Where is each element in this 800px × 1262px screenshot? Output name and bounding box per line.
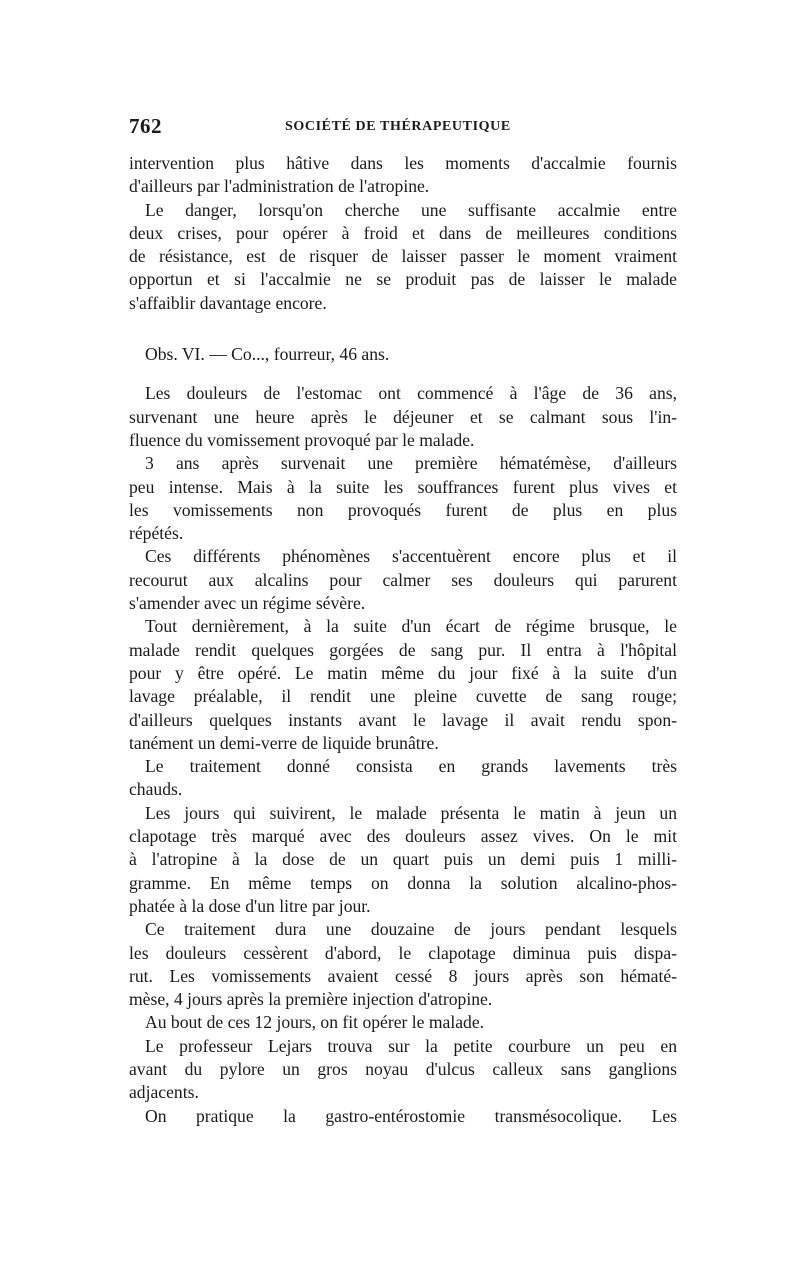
text-line: Le professeur Lejars trouva sur la petite courbure un peu en [145, 1035, 677, 1056]
text-line: opportun et si l'accalmie ne se produit pas de laisser le malade [129, 269, 677, 290]
book-page [129, 114, 677, 1128]
text-line: deux crises, pour opérer à froid et dans de meilleures conditions [129, 222, 677, 243]
running-head [129, 114, 677, 140]
paragraph-7 [129, 755, 677, 802]
text-line: pour y être opéré. Le matin même du jour fixé à la suite d'un [129, 662, 677, 683]
paragraph-8 [129, 802, 677, 918]
paragraph-6 [129, 615, 677, 755]
text-line: de résistance, est de risquer de laisser passer le moment vraiment [129, 246, 677, 267]
text-line: Au bout de ces 12 jours, on fit opérer le malade. [145, 1012, 485, 1033]
paragraph-4 [129, 452, 677, 545]
text-line: avant du pylore un gros noyau d'ulcus calleux sans ganglions [129, 1058, 677, 1079]
paragraph-5 [129, 545, 677, 615]
text-line: 3 ans après survenait une première hématémèse, d'ailleurs [145, 453, 677, 474]
paragraph-9 [129, 918, 677, 1011]
text-line: rut. Les vomissements avaient cessé 8 jours après son hématé- [129, 965, 677, 986]
text-line: Tout dernièrement, à la suite d'un écart de régime brusque, le [145, 616, 677, 637]
text-line: Ce traitement dura une douzaine de jours pendant lesquels [145, 919, 677, 940]
text-line: Les douleurs de l'estomac ont commencé à l'âge de 36 ans, [145, 383, 677, 404]
paragraph-12 [129, 1105, 677, 1128]
text-line: Les jours qui suivirent, le malade présenta le matin à jeun un [145, 802, 677, 823]
observation-heading: Obs. VI. — Co..., fourreur, 46 ans. [145, 344, 390, 365]
text-line: tanément un demi-verre de liquide brunâtre. [129, 732, 439, 753]
text-line: clapotage très marqué avec des douleurs assez vives. On le mit [129, 826, 677, 847]
text-line: les douleurs cessèrent d'abord, le clapotage diminua puis dispa- [129, 942, 677, 963]
text-line: à l'atropine à la dose de un quart puis un demi puis 1 milli- [129, 849, 677, 870]
text-line: les vomissements non provoqués furent de plus en plus [129, 499, 677, 520]
paragraph-11 [129, 1035, 677, 1105]
text-line: d'ailleurs par l'administration de l'atropine. [129, 176, 430, 197]
text-line: chauds. [129, 779, 183, 800]
paragraph-10 [129, 1011, 677, 1034]
text-line: malade rendit quelques gorgées de sang pur. Il entra à l'hôpital [129, 639, 677, 660]
text-line: Ces différents phénomènes s'accentuèrent encore plus et il [145, 546, 677, 567]
text-line: répétés. [129, 523, 184, 544]
text-line: lavage préalable, il rendit une pleine cuvette de sang rouge; [129, 686, 677, 707]
text-line: Le danger, lorsqu'on cherche une suffisante accalmie entre [145, 199, 677, 220]
text-line: s'affaiblir davantage encore. [129, 292, 327, 313]
text-line: mèse, 4 jours après la première injection d'atropine. [129, 989, 493, 1010]
text-line: intervention plus hâtive dans les moments d'accalmie fournis [129, 153, 677, 173]
text-line: On pratique la gastro-entérostomie transmésocolique. Les [145, 1105, 677, 1126]
page-number: 762 [129, 114, 162, 138]
text-line: d'ailleurs quelques instants avant le lavage il avait rendu spon- [129, 709, 677, 730]
text-line: s'amender avec un régime sévère. [129, 593, 366, 614]
text-line: survenant une heure après le déjeuner et se calmant sous l'in- [129, 406, 677, 427]
text-line: gramme. En même temps on donna la solution alcalino-phos- [129, 872, 677, 893]
text-line: Le traitement donné consista en grands lavements très [145, 756, 677, 777]
running-title: SOCIÉTÉ DE THÉRAPEUTIQUE [285, 119, 511, 134]
text-line: peu intense. Mais à la suite les souffrances furent plus vives et [129, 476, 677, 497]
paragraph-2 [129, 199, 677, 315]
text-line: recourut aux alcalins pour calmer ses douleurs qui parurent [129, 569, 677, 590]
paragraph-3 [129, 382, 677, 452]
paragraph-1 [129, 152, 677, 199]
text-line: fluence du vomissement provoqué par le malade. [129, 429, 475, 450]
text-line: phatée à la dose d'un litre par jour. [129, 895, 371, 916]
text-line: adjacents. [129, 1082, 199, 1103]
